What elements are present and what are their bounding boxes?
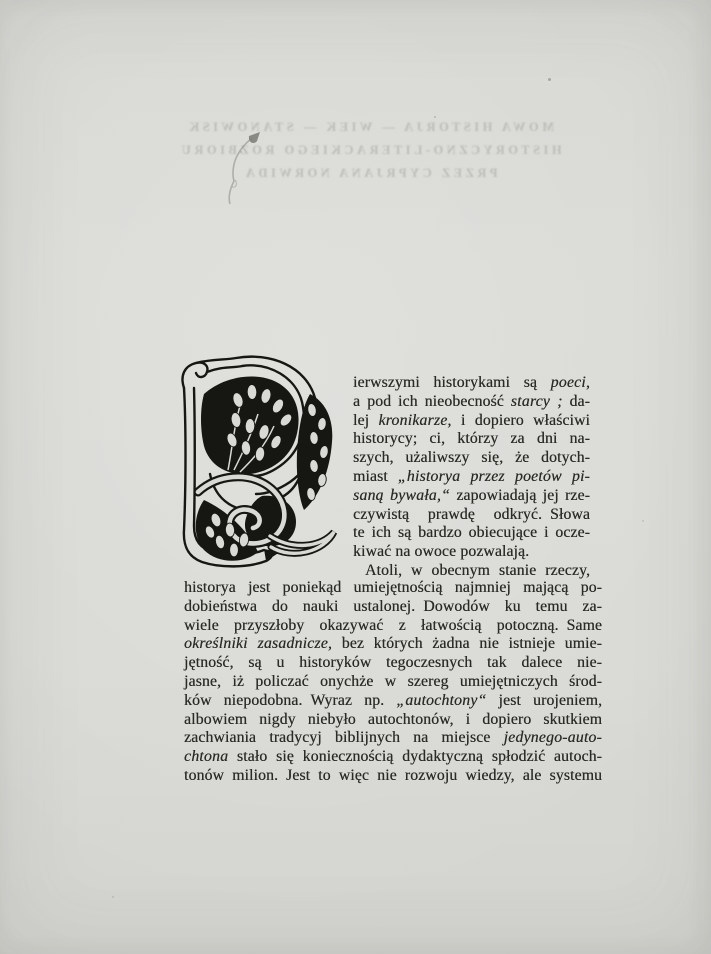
show-through-text bbox=[150, 116, 590, 185]
text-line: określniki zasadnicze, bez których żadna nie istnieje umie- bbox=[184, 635, 602, 653]
text-line: kiwać na owoce pozwalają. bbox=[353, 543, 530, 561]
text-line: albowiem nigdy niebyło autochtonów, i dopiero skutkiem bbox=[184, 710, 602, 728]
text-line: miast „historya przez poetów pi- bbox=[353, 467, 590, 485]
text-line: zachwiania tradycyj biblijnych na miejsce jedynego-auto- bbox=[184, 729, 602, 747]
drop-cap-letter bbox=[0, 0, 1, 1]
text-line: historya jest poniekąd umiejętnością najmniej mającą po- bbox=[184, 579, 602, 596]
ink-smudge bbox=[221, 130, 267, 210]
text-line: Atoli, w obecnym stanie rzeczy, bbox=[365, 561, 590, 579]
paper-speck bbox=[642, 520, 644, 522]
text-line: szych, użaliwszy się, że dotych- bbox=[353, 449, 590, 467]
text-line: lej kronikarze, i dopiero właściwi bbox=[353, 411, 590, 429]
text-line: czywistą prawdę odkryć. Słowa bbox=[353, 505, 590, 523]
show-through-line: MOWA HISTORJA — WIEK — STANOWISK bbox=[186, 120, 554, 134]
paper-speck bbox=[548, 78, 551, 81]
text-line: jasne, iż policzać onychże w szereg umiejętniczych środ- bbox=[184, 672, 602, 690]
text-line: dobieństwa do nauki ustalonej. Dowodów ku temu za- bbox=[184, 597, 602, 615]
text-line: te ich są bardzo obiecujące i ocze- bbox=[353, 524, 590, 542]
text-line: ków niepodobna. Wyraz np. „autochtony“ jest urojeniem, bbox=[184, 691, 602, 709]
text-line: a pod ich nieobecność starcy ; da- bbox=[353, 392, 590, 410]
text-line: historycy; ci, którzy za dni na- bbox=[353, 430, 590, 448]
body-paragraph bbox=[184, 579, 602, 786]
text-line: tonów milion. Jest to więc nie rozwoju wiedzy, ale systemu bbox=[184, 766, 602, 784]
paper-speck bbox=[112, 896, 114, 898]
opening-paragraph bbox=[353, 374, 590, 581]
text-line: ierwszymi historykami są poeci, bbox=[353, 374, 590, 391]
drop-cap-ornament bbox=[174, 354, 342, 568]
text-line: chtona stało się koniecznością dydaktyczną spłodzić autoch- bbox=[184, 748, 602, 766]
text-line: wiele przyszłoby okazywać z łatwością potoczną. Same bbox=[184, 616, 602, 634]
text-line: jętność, są u historyków tegoczesnych tak dalece nie- bbox=[184, 654, 602, 672]
show-through-line: HISTORYCZNO-LITERACKIEGO ROZBIORU bbox=[178, 143, 562, 157]
text-line: saną bywała,“ zapowiadają jej rze- bbox=[353, 486, 590, 504]
show-through-line: PRZEZ CYPRJANA NORWIDA bbox=[242, 166, 498, 180]
paper-speck bbox=[434, 116, 436, 118]
